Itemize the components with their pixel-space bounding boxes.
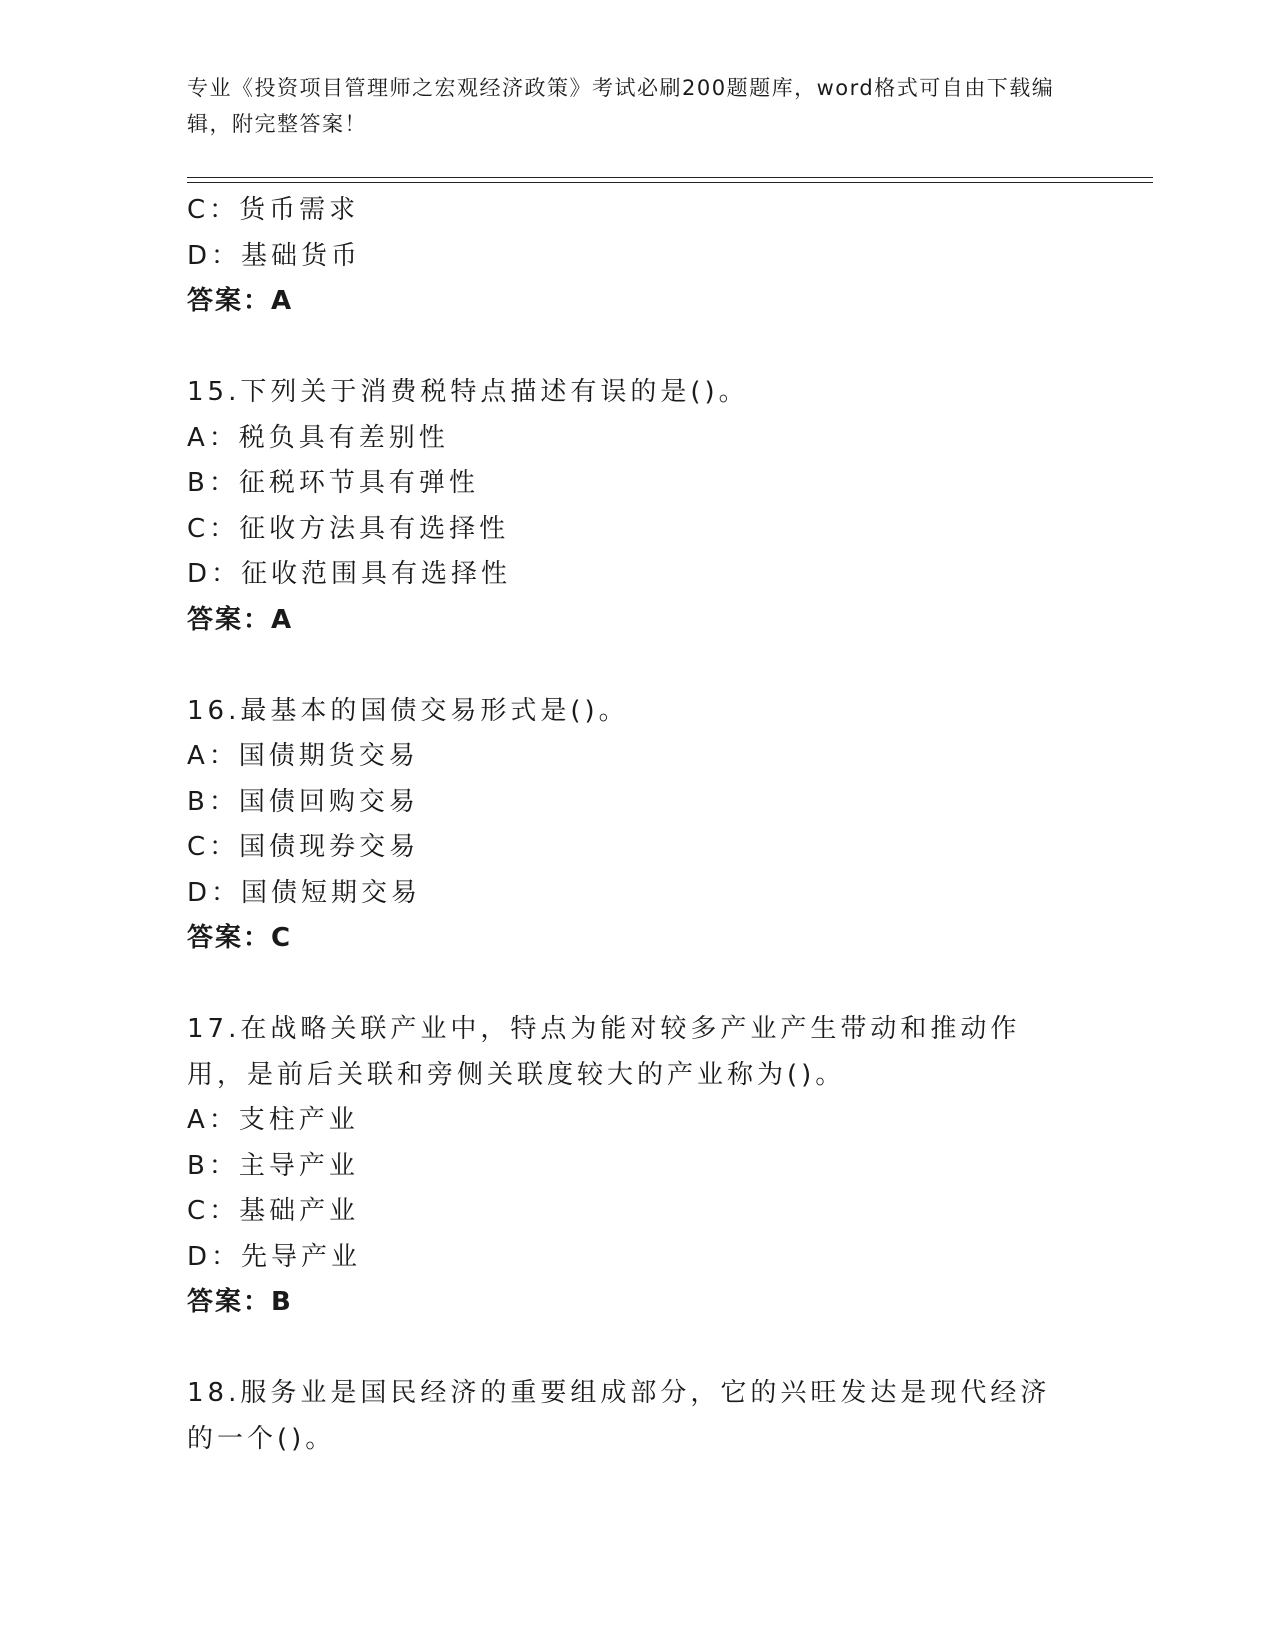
question-stem-16: 16.最基本的国债交易形式是()。: [187, 695, 629, 726]
option-c: C：基础产业: [187, 1196, 360, 1226]
option-d: D：基础货币: [187, 240, 362, 271]
option-b: B：主导产业: [187, 1150, 359, 1181]
option-c: C：征收方法具有选择性: [187, 513, 510, 544]
option-d: D：征收范围具有选择性: [187, 559, 512, 589]
question-stem-17: 17.在战略关联产业中，特点为能对较多产业产生带动和推动作用，是前后关联和旁侧关联度较大的产业称为()。: [187, 1014, 1021, 1090]
answer-line: 答案：A: [187, 286, 294, 316]
option-b: B：国债回购交易: [187, 786, 419, 817]
header-divider-secondary: [187, 182, 1153, 183]
header-divider: [187, 177, 1153, 178]
option-b: B：征税环节具有弹性: [187, 468, 479, 498]
option-d: D：国债短期交易: [187, 877, 422, 908]
option-c: C：货币需求: [187, 195, 360, 225]
question-stem-15: 15.下列关于消费税特点描述有误的是()。: [187, 377, 749, 407]
answer-line: 答案：B: [187, 1287, 293, 1317]
option-a: A：税负具有差别性: [187, 422, 449, 453]
option-d: D：先导产业: [187, 1241, 362, 1272]
question-list: [187, 188, 1087, 1462]
option-a: A：国债期货交易: [187, 741, 419, 771]
answer-line: 答案：A: [187, 604, 294, 635]
option-a: A：支柱产业: [187, 1105, 359, 1135]
question-stem-18: 18.服务业是国民经济的重要组成部分，它的兴旺发达是现代经济的一个()。: [187, 1378, 1051, 1454]
document-header: 专业《投资项目管理师之宏观经济政策》考试必刷200题题库，word格式可自由下载编辑，附完整答案！: [187, 76, 1055, 136]
answer-line: 答案：C: [187, 923, 293, 953]
option-c: C：国债现券交易: [187, 832, 420, 862]
